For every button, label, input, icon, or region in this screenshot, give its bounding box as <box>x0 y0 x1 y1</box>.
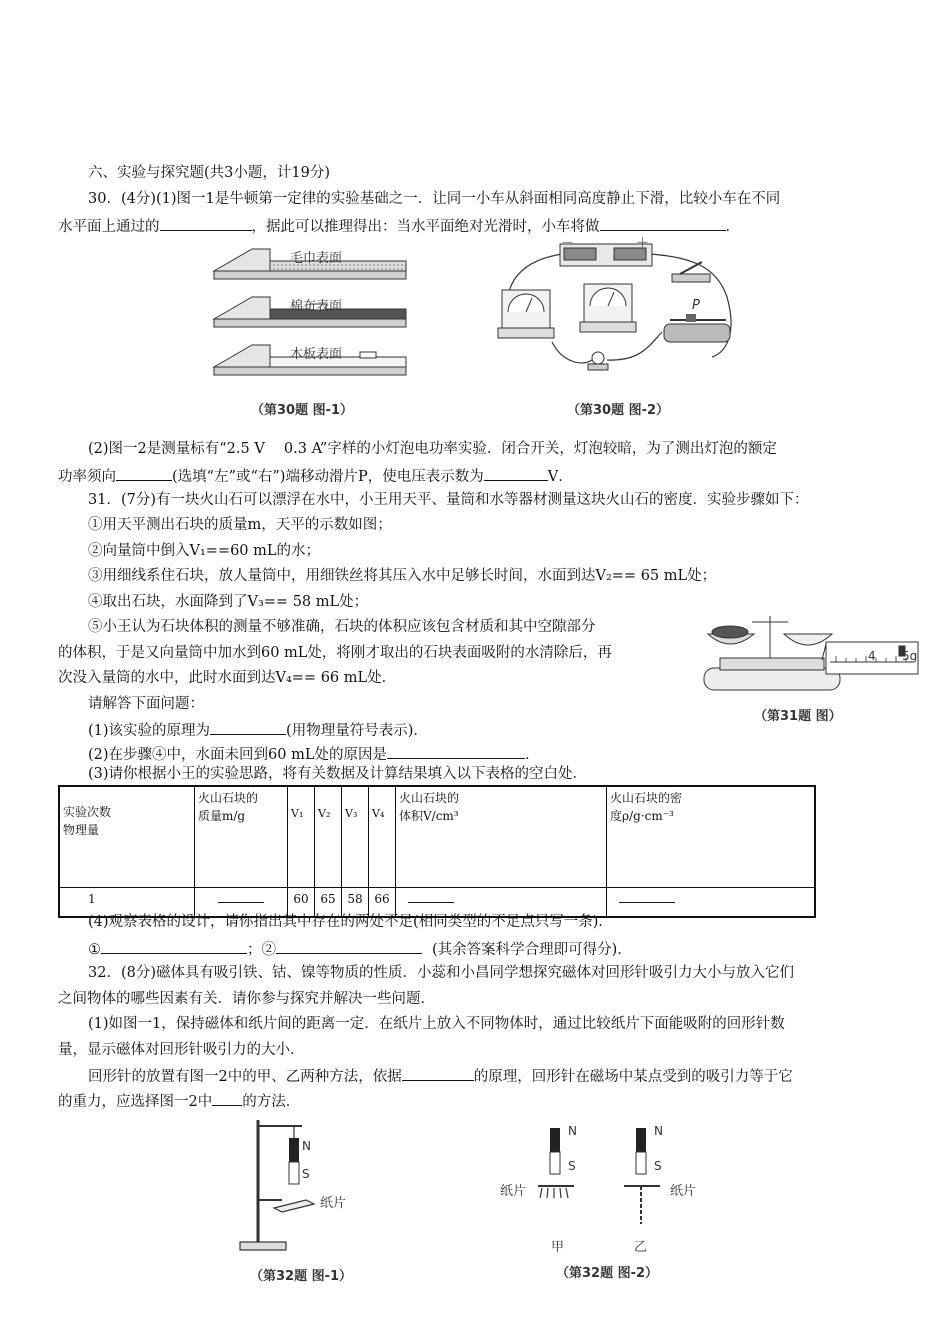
q31-text: ． <box>524 747 540 763</box>
q31-data-table <box>58 785 816 918</box>
table-header-cell <box>396 786 607 888</box>
answer-blank[interactable] <box>387 743 525 759</box>
paper-label: 纸片 <box>320 1196 347 1211</box>
scale-mark-4: 4 <box>868 649 876 663</box>
answer-blank[interactable] <box>600 215 726 231</box>
answer-blank[interactable] <box>160 215 252 231</box>
table-cell: 65 <box>315 888 342 918</box>
table-cell: 58 <box>342 888 369 918</box>
q31-qa4: (4)观察表格的设计，请你指出其中存在的两处不足(相同类型的不足点只写一条)． <box>88 914 613 930</box>
q30-text: ． <box>725 219 740 235</box>
q31-qa1 <box>88 719 428 741</box>
table-header-cell <box>369 786 396 888</box>
q31-qa3: (3)请你根据小王的实验思路，将有关数据及计算结果填入以下表格的空白处． <box>88 766 588 782</box>
q31-text: (2)在步骤④中，水面未回到60 mL处的原因是 <box>88 747 387 763</box>
q32-fig2-methods <box>520 1124 680 1240</box>
q31-ask: 请解答下面问题： <box>88 696 204 712</box>
q31-fig-balance <box>690 604 922 698</box>
header-text: 质量m/g <box>198 809 246 823</box>
q32-p2-line2 <box>58 1090 300 1112</box>
answer-blank[interactable] <box>276 938 422 954</box>
header-text: 火山石块的密 <box>610 791 683 805</box>
table-header-cell <box>607 786 816 888</box>
q31-step5a: ⑤小王认为石块体积的测量不够准确，石块的体积应该包含材质和其中空隙部分 <box>88 619 596 635</box>
answer-blank[interactable] <box>210 719 286 735</box>
q32-p1a: (1)如图一1，保持磁体和纸片间的距离一定．在纸片上放入不同物体时，通过比较纸片下面能吸附的回形针数 <box>88 1016 785 1032</box>
section-title: 六、实验与探究题(共3小题，计19分) <box>88 165 330 181</box>
table-cell-blank[interactable] <box>607 888 816 918</box>
pole-s-label: S <box>302 1167 310 1181</box>
pole-n-label: N <box>302 1139 311 1153</box>
pole-s-label: S <box>568 1159 576 1173</box>
q32-text: 的重力，应选择图一2中 <box>58 1094 213 1110</box>
table-header-cell <box>59 786 195 888</box>
table-header-cell <box>315 786 342 888</box>
pole-n-label: N <box>654 1124 663 1138</box>
method-jia-label: 甲 <box>551 1240 565 1255</box>
table-header-row <box>59 786 815 888</box>
answer-blank[interactable] <box>484 465 548 481</box>
q31-step4: ④取出石块，水面降到了V₃== 58 mL处； <box>88 594 369 610</box>
header-text: 体积V/cm³ <box>399 809 459 823</box>
figure-caption: （第31题 图） <box>754 709 842 724</box>
q31-qa4-answers <box>88 938 632 960</box>
fig-label: 毛巾表面 <box>290 251 343 266</box>
table-header-cell <box>342 786 369 888</box>
q32-text: 的方法． <box>242 1094 301 1110</box>
q30-text: 水平面上通过的 <box>58 219 160 235</box>
q31-step3: ③用细线系住石块，放人量筒中，用细铁丝将其压入水中足够长时间，水面到达V₂== 65 mL处； <box>88 568 717 584</box>
header-text: 度ρ/g·cm⁻³ <box>610 809 674 823</box>
header-text: V₂ <box>318 807 331 820</box>
table-header-cell <box>195 786 288 888</box>
fig-label: 棉布表面 <box>290 299 343 314</box>
table-cell: 66 <box>369 888 396 918</box>
paper-label-left: 纸片 <box>500 1184 527 1199</box>
figure-caption: （第32题 图-2） <box>556 1266 659 1281</box>
pole-s-label: S <box>654 1159 662 1173</box>
q31-qa2 <box>88 743 539 765</box>
header-text: V₃ <box>345 807 358 820</box>
q32-line2: 之间物体的哪些因素有关．请你参与探究并解决一些问题． <box>58 991 435 1007</box>
header-text: 火山石块的 <box>399 791 460 805</box>
fig-label: 木板表面 <box>290 347 343 362</box>
header-text: 实验次数 <box>63 805 112 819</box>
q30-text: ，据此可以推理得出：当水平面绝对光滑时，小车将做 <box>251 219 600 235</box>
figure-caption: （第30题 图-2） <box>567 403 670 418</box>
answer-blank[interactable] <box>116 465 172 481</box>
q30-text: (选填“左”或“右”)端移动滑片P，使电压表示数为 <box>172 469 484 485</box>
answer-blank[interactable] <box>101 938 247 954</box>
paper-label-right: 纸片 <box>670 1184 697 1199</box>
q31-text: (1)该实验的原理为 <box>88 723 211 739</box>
table-header-cell <box>288 786 315 888</box>
table-cell: 60 <box>288 888 315 918</box>
answer-blank[interactable] <box>212 1090 242 1106</box>
q30-text: V． <box>547 469 573 485</box>
header-text: 火山石块的 <box>198 791 259 805</box>
q31-text: ；② <box>247 942 276 958</box>
q31-step5c: 次没入量筒的水中，此时水面到达V₄== 66 mL处． <box>58 670 397 686</box>
header-text: V₁ <box>291 807 304 820</box>
q32-text: 的原理，回形针在磁场中某点受到的吸引力等于它 <box>473 1069 793 1085</box>
q32-fig1-stand <box>234 1116 354 1256</box>
scale-mark-5g: 5g <box>902 649 918 663</box>
q32-p1b: 量，显示磁体对回形针吸引力的大小． <box>58 1042 305 1058</box>
table-cell: 1 <box>59 888 195 918</box>
q30-part2-line2 <box>58 465 573 487</box>
figure-caption: （第30题 图-1） <box>251 403 354 418</box>
q31-step1: ①用天平测出石块的质量m，天平的示数如图； <box>88 517 392 533</box>
figure-caption: （第32题 图-1） <box>250 1269 353 1284</box>
q31-text: (其余答案科学合理即可得分)． <box>432 942 632 958</box>
q32-line1: 32．(8分)磁体具有吸引铁、钴、镍等物质的性质．小蕊和小昌同学想探究磁体对回形针吸引力大小与放入它们 <box>88 965 794 981</box>
q31-text: ① <box>88 942 101 958</box>
q32-text: 回形针的放置有图一2中的甲、乙两种方法，依据 <box>88 1069 402 1085</box>
q32-p2 <box>88 1065 793 1087</box>
q30-part2-line1: (2)图一2是测量标有“2.5 V 0.3 A”字样的小灯泡电功率实验．闭合开关，灯泡较暗，为了测出灯泡的额定 <box>88 441 777 457</box>
battery-minus: － <box>561 236 575 251</box>
battery-plus: ＋ <box>636 236 650 251</box>
q30-fig2-circuit <box>492 232 742 382</box>
pole-n-label: N <box>568 1124 577 1138</box>
q30-line1: 30．(4分)(1)图一1是牛顿第一定律的实验基础之一．让同一小车从斜面相同高度静止下滑，比较小车在不同 <box>88 191 781 207</box>
q31-intro: 31．(7分)有一块火山石可以漂浮在水中，小王用天平、量筒和水等器材测量这块火山石的密度．实验步骤如下： <box>88 492 809 508</box>
q31-text: (用物理量符号表示)． <box>286 723 428 739</box>
header-text: V₄ <box>372 807 385 820</box>
method-yi-label: 乙 <box>634 1240 648 1255</box>
header-text: 物理量 <box>63 823 100 837</box>
q31-step5b: 的体积，于是又向量筒中加水到60 mL处，将刚才取出的石块表面吸附的水清除后，再 <box>58 645 612 661</box>
slider-p-label: P <box>692 298 700 313</box>
answer-blank[interactable] <box>402 1065 474 1081</box>
q31-step2: ②向量筒中倒入V₁==60 mL的水； <box>88 543 321 559</box>
q30-text: 功率须向 <box>58 469 116 485</box>
